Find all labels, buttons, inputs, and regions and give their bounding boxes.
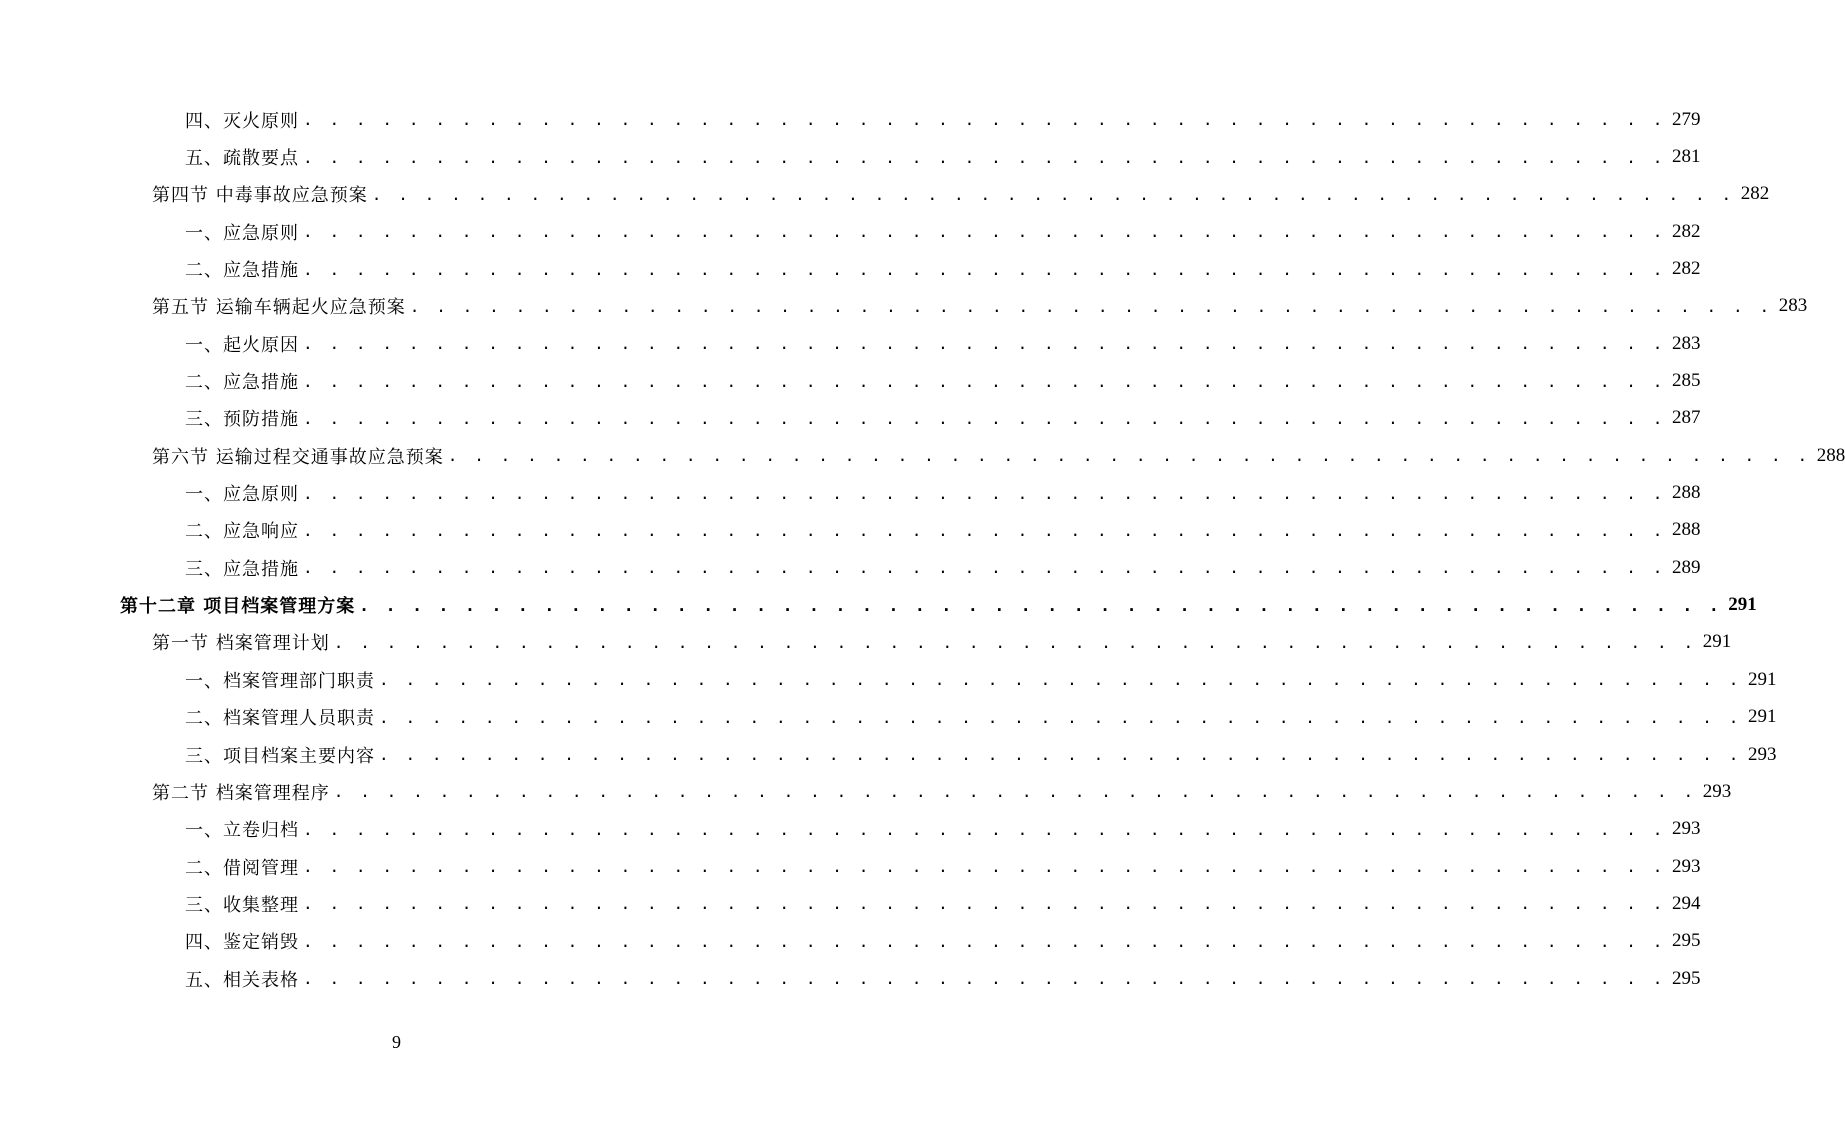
toc-entry-page: 293 xyxy=(1671,818,1701,840)
toc-entry-title: 二、借阅管理 xyxy=(185,857,299,879)
toc-entry-item[interactable] xyxy=(0,250,1701,287)
toc-entry-page: 283 xyxy=(1671,332,1701,354)
toc-entry-page: 287 xyxy=(1671,407,1701,429)
toc-entry-section[interactable] xyxy=(0,624,1732,661)
toc-entry-item[interactable] xyxy=(0,213,1701,250)
toc-entry-chapter[interactable] xyxy=(0,586,1757,623)
dot-leader: . . . . . . . . . . . . . . . . . . . . . . . . . . . . . . . . . . . . . . . . . . . . . . . . . . . . xyxy=(303,894,1666,914)
dot-leader: . . . . . . . . . . . . . . . . . . . . . . . . . . . . . . . . . . . . . . . . . . . . . . . . . . . . xyxy=(333,782,1697,802)
dot-leader: . . . . . . . . . . . . . . . . . . . . . . . . . . . . . . . . . . . . . . . . . . . . . . . . . . . . xyxy=(359,595,1723,615)
dot-leader: . . . . . . . . . . . . . . . . . . . . . . . . . . . . . . . . . . . . . . . . . . . . . . . . . . . . xyxy=(303,408,1666,428)
dot-leader: . . . . . . . . . . . . . . . . . . . . . . . . . . . . . . . . . . . . . . . . . . . . . . . . . . . . xyxy=(303,558,1666,578)
toc-entry-title: 一、起火原因 xyxy=(185,334,299,356)
toc-entry-page: 295 xyxy=(1671,930,1701,952)
dot-leader: . . . . . . . . . . . . . . . . . . . . . . . . . . . . . . . . . . . . . . . . . . . . . . . . . . . . xyxy=(409,296,1773,316)
toc-entry-item[interactable] xyxy=(0,885,1701,922)
toc-entry-title: 二、应急响应 xyxy=(185,521,299,543)
toc-entry-page: 282 xyxy=(1740,183,1770,205)
toc-entry-item[interactable] xyxy=(0,101,1701,138)
dot-leader: . . . . . . . . . . . . . . . . . . . . . . . . . . . . . . . . . . . . . . . . . . . . . . . . . . . . xyxy=(447,446,1811,466)
dot-leader: . . . . . . . . . . . . . . . . . . . . . . . . . . . . . . . . . . . . . . . . . . . . . . . . . . . . xyxy=(303,483,1666,503)
toc-entry-title: 二、应急措施 xyxy=(185,260,299,282)
table-of-contents xyxy=(0,101,1845,997)
toc-entry-title: 第四节 中毒事故应急预案 xyxy=(152,185,368,207)
toc-entry-section[interactable] xyxy=(0,288,1808,325)
toc-entry-title: 二、应急措施 xyxy=(185,372,299,394)
toc-entry-title: 第一节 档案管理计划 xyxy=(152,633,330,655)
toc-entry-title: 三、项目档案主要内容 xyxy=(185,745,375,767)
dot-leader: . . . . . . . . . . . . . . . . . . . . . . . . . . . . . . . . . . . . . . . . . . . . . . . . . . . . xyxy=(333,632,1697,652)
toc-entry-page: 282 xyxy=(1671,220,1701,242)
dot-leader: . . . . . . . . . . . . . . . . . . . . . . . . . . . . . . . . . . . . . . . . . . . . . . . . . . . . xyxy=(303,819,1666,839)
toc-entry-section[interactable] xyxy=(0,176,1770,213)
toc-entry-page: 294 xyxy=(1671,892,1701,914)
toc-entry-title: 四、鉴定销毁 xyxy=(185,932,299,954)
toc-entry-page: 288 xyxy=(1671,519,1701,541)
toc-entry-page: 285 xyxy=(1671,370,1701,392)
toc-entry-item[interactable] xyxy=(0,661,1777,698)
toc-entry-page: 295 xyxy=(1671,967,1701,989)
toc-entry-page: 293 xyxy=(1747,743,1777,765)
toc-entry-page: 279 xyxy=(1671,108,1701,130)
toc-entry-title: 三、预防措施 xyxy=(185,409,299,431)
toc-entry-item[interactable] xyxy=(0,960,1701,997)
toc-entry-item[interactable] xyxy=(0,736,1777,773)
dot-leader: . . . . . . . . . . . . . . . . . . . . . . . . . . . . . . . . . . . . . . . . . . . . . . . . . . . . xyxy=(303,110,1666,130)
toc-entry-page: 283 xyxy=(1778,295,1808,317)
dot-leader: . . . . . . . . . . . . . . . . . . . . . . . . . . . . . . . . . . . . . . . . . . . . . . . . . . . . xyxy=(303,334,1666,354)
toc-entry-item[interactable] xyxy=(0,325,1701,362)
page-number: 9 xyxy=(392,1032,401,1052)
toc-entry-title: 一、档案管理部门职责 xyxy=(185,670,375,692)
toc-entry-item[interactable] xyxy=(0,549,1701,586)
toc-entry-title: 五、疏散要点 xyxy=(185,148,299,170)
dot-leader: . . . . . . . . . . . . . . . . . . . . . . . . . . . . . . . . . . . . . . . . . . . . . . . . . . . . xyxy=(303,147,1666,167)
toc-entry-page: 293 xyxy=(1671,855,1701,877)
toc-entry-title: 第五节 运输车辆起火应急预案 xyxy=(152,297,406,319)
dot-leader: . . . . . . . . . . . . . . . . . . . . . . . . . . . . . . . . . . . . . . . . . . . . . . . . . . . . xyxy=(303,931,1666,951)
toc-entry-item[interactable] xyxy=(0,400,1701,437)
dot-leader: . . . . . . . . . . . . . . . . . . . . . . . . . . . . . . . . . . . . . . . . . . . . . . . . . . . . xyxy=(303,857,1666,877)
toc-entry-title: 第二节 档案管理程序 xyxy=(152,782,330,804)
toc-entry-section[interactable] xyxy=(0,437,1845,474)
dot-leader: . . . . . . . . . . . . . . . . . . . . . . . . . . . . . . . . . . . . . . . . . . . . . . . . . . . . xyxy=(303,371,1666,391)
toc-entry-item[interactable] xyxy=(0,512,1701,549)
toc-entry-title: 四、灭火原则 xyxy=(185,110,299,132)
toc-entry-page: 291 xyxy=(1702,631,1732,653)
dot-leader: . . . . . . . . . . . . . . . . . . . . . . . . . . . . . . . . . . . . . . . . . . . . . . . . . . . . xyxy=(303,222,1666,242)
toc-entry-page: 291 xyxy=(1747,668,1777,690)
dot-leader: . . . . . . . . . . . . . . . . . . . . . . . . . . . . . . . . . . . . . . . . . . . . . . . . . . . . xyxy=(379,670,1742,690)
toc-entry-page: 288 xyxy=(1816,444,1845,466)
toc-entry-item[interactable] xyxy=(0,848,1701,885)
toc-entry-page: 282 xyxy=(1671,258,1701,280)
toc-entry-page: 291 xyxy=(1747,706,1777,728)
toc-entry-title: 第六节 运输过程交通事故应急预案 xyxy=(152,446,444,468)
dot-leader: . . . . . . . . . . . . . . . . . . . . . . . . . . . . . . . . . . . . . . . . . . . . . . . . . . . . xyxy=(379,707,1742,727)
dot-leader: . . . . . . . . . . . . . . . . . . . . . . . . . . . . . . . . . . . . . . . . . . . . . . . . . . . . xyxy=(303,259,1666,279)
dot-leader: . . . . . . . . . . . . . . . . . . . . . . . . . . . . . . . . . . . . . . . . . . . . . . . . . . . . xyxy=(303,969,1666,989)
toc-entry-item[interactable] xyxy=(0,362,1701,399)
toc-entry-section[interactable] xyxy=(0,773,1732,810)
toc-entry-title: 一、应急原则 xyxy=(185,222,299,244)
toc-entry-item[interactable] xyxy=(0,138,1701,175)
toc-entry-page: 281 xyxy=(1671,146,1701,168)
toc-entry-item[interactable] xyxy=(0,923,1701,960)
toc-entry-title: 一、应急原则 xyxy=(185,484,299,506)
toc-entry-title: 一、立卷归档 xyxy=(185,820,299,842)
toc-entry-page: 291 xyxy=(1728,594,1757,616)
toc-entry-item[interactable] xyxy=(0,699,1777,736)
dot-leader: . . . . . . . . . . . . . . . . . . . . . . . . . . . . . . . . . . . . . . . . . . . . . . . . . . . . xyxy=(379,745,1742,765)
toc-entry-item[interactable] xyxy=(0,811,1701,848)
toc-entry-page: 288 xyxy=(1671,482,1701,504)
toc-entry-title: 第十二章 项目档案管理方案 xyxy=(120,596,356,618)
toc-entry-title: 三、收集整理 xyxy=(185,894,299,916)
toc-entry-title: 三、应急措施 xyxy=(185,558,299,580)
dot-leader: . . . . . . . . . . . . . . . . . . . . . . . . . . . . . . . . . . . . . . . . . . . . . . . . . . . . xyxy=(371,184,1735,204)
dot-leader: . . . . . . . . . . . . . . . . . . . . . . . . . . . . . . . . . . . . . . . . . . . . . . . . . . . . xyxy=(303,520,1666,540)
toc-entry-page: 293 xyxy=(1702,780,1732,802)
toc-entry-title: 二、档案管理人员职责 xyxy=(185,708,375,730)
toc-entry-item[interactable] xyxy=(0,474,1701,511)
toc-entry-title: 五、相关表格 xyxy=(185,969,299,991)
toc-entry-page: 289 xyxy=(1671,556,1701,578)
